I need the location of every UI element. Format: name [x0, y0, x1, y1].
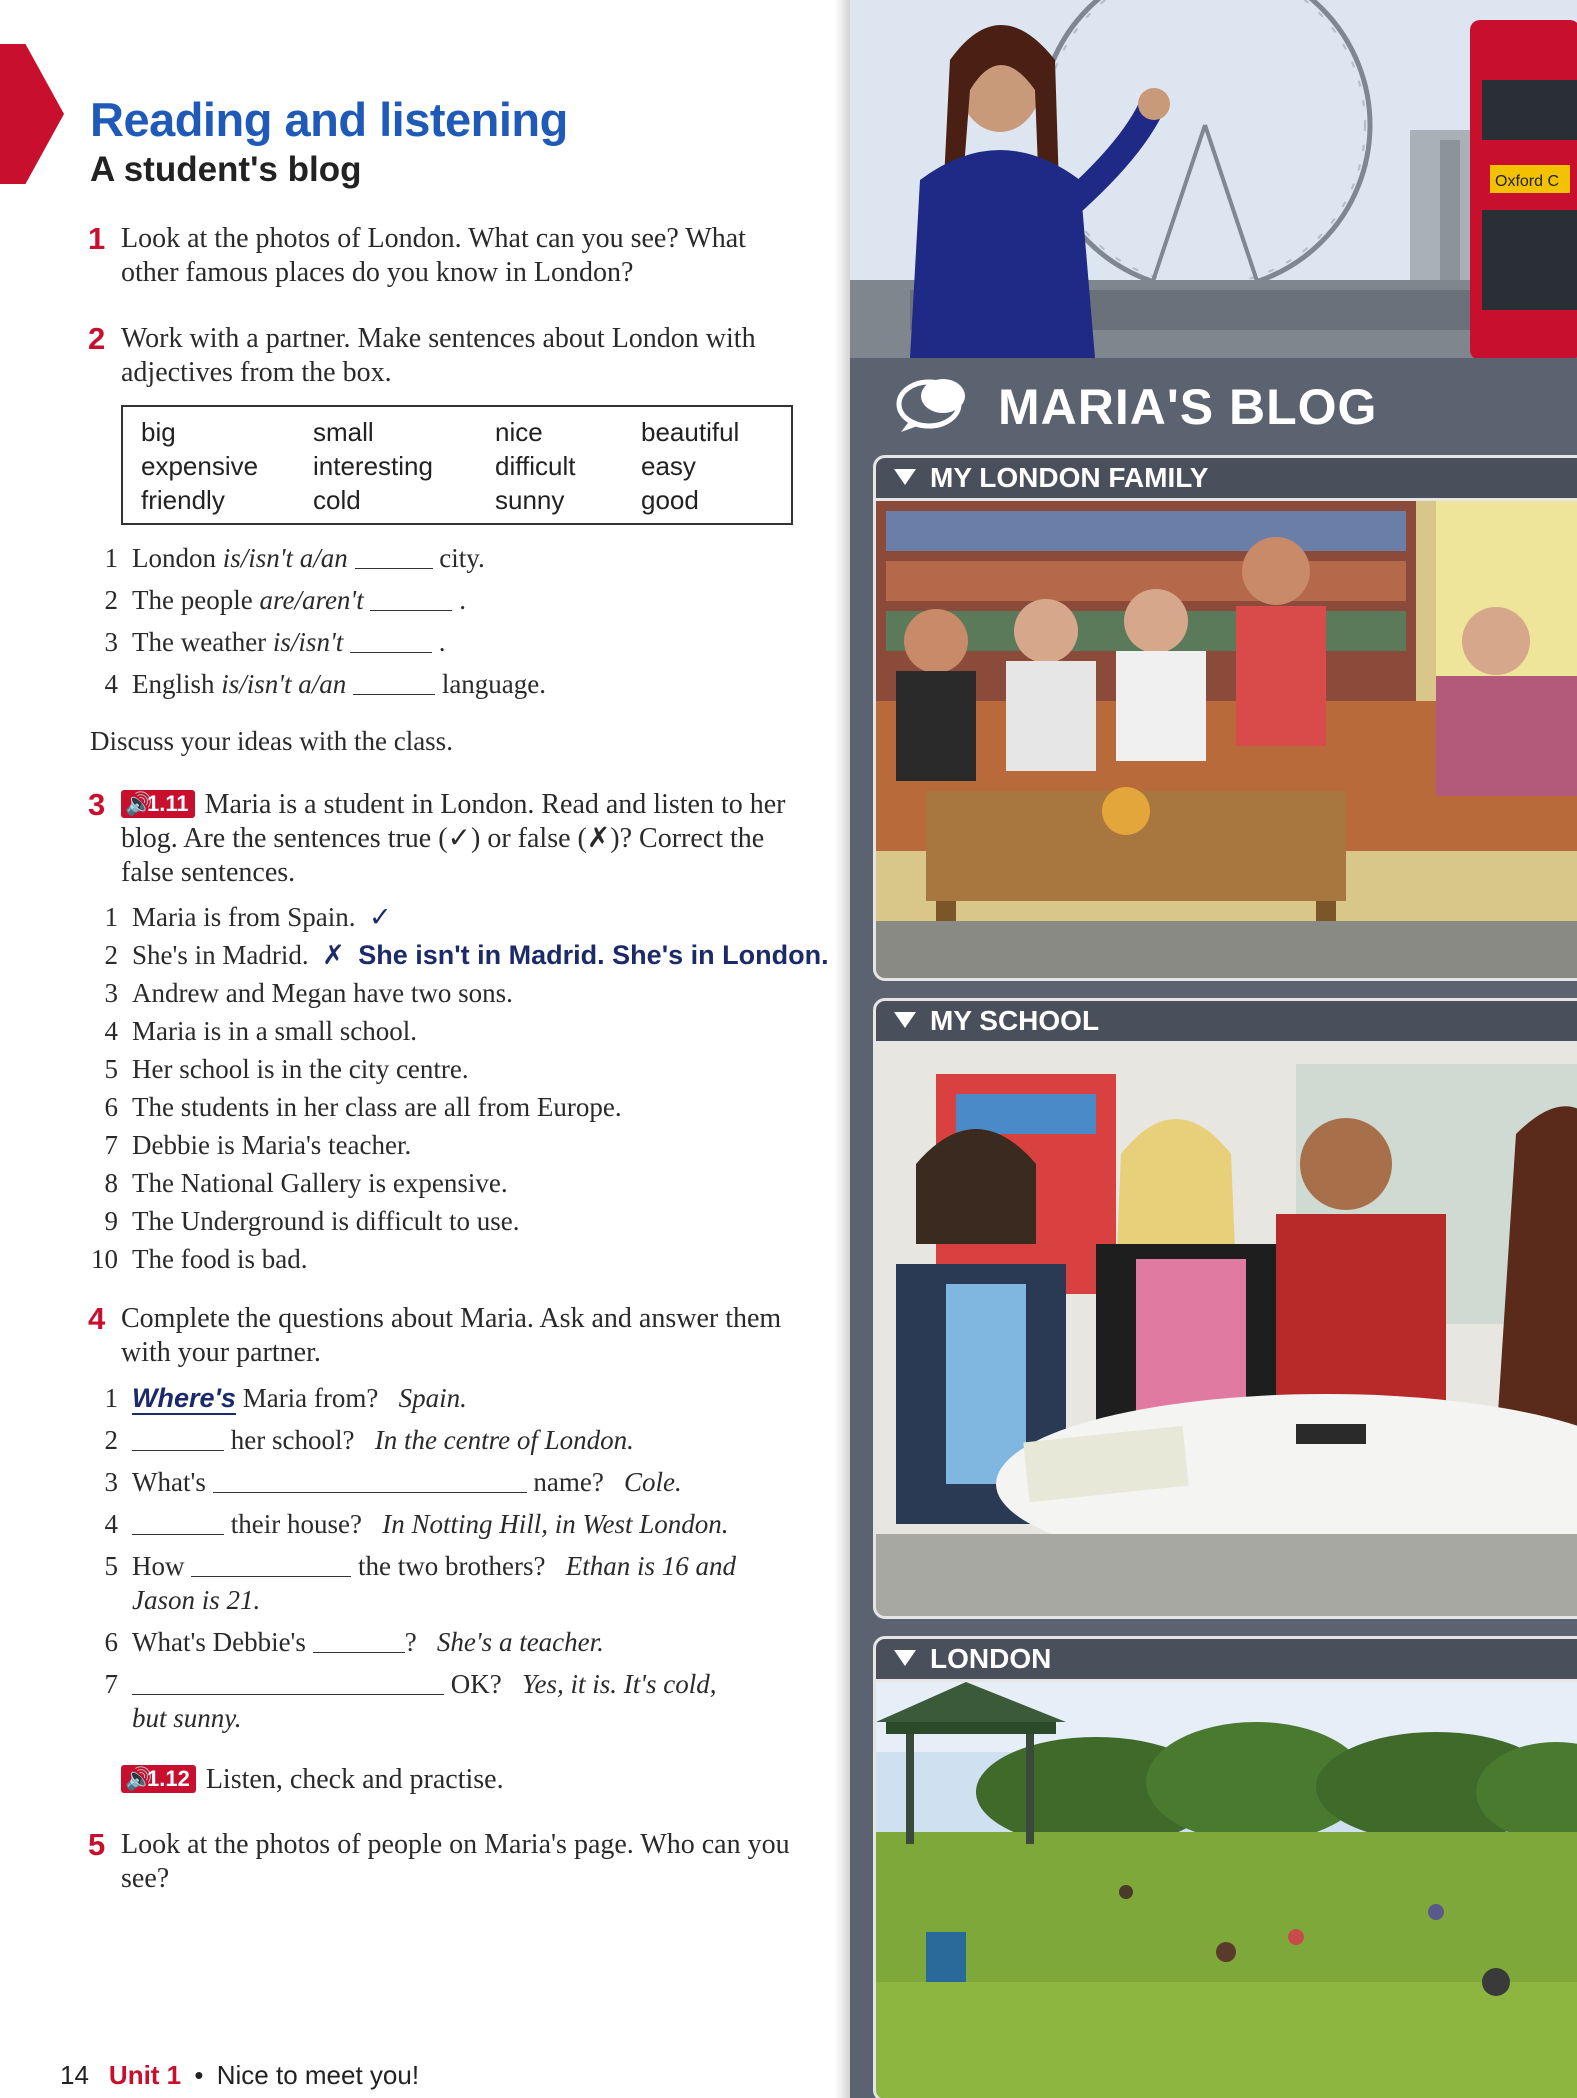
- tick-mark: ✓: [368, 902, 392, 932]
- exercise-number: 3: [88, 787, 106, 822]
- blog-title: MARIA'S BLOG: [998, 379, 1378, 435]
- list-item: 9 The Underground is difficult to use.: [104, 1206, 520, 1236]
- list-item-continuation: but sunny.: [132, 1703, 242, 1733]
- unit-label: Unit 1: [108, 2060, 182, 2090]
- exercise-2: [90, 322, 810, 390]
- list-item: 1 Where's Maria from? Spain.: [104, 1383, 467, 1413]
- speech-bubble-icon: [893, 374, 973, 434]
- maria-blog-page: [850, 0, 1577, 2098]
- list-item: 4 English is/isn't a/an language.: [104, 669, 547, 699]
- list-item: 2 She's in Madrid. ✗ She isn't in Madrid. She's in London.: [104, 940, 829, 970]
- collapse-triangle-icon: [894, 1650, 916, 1666]
- unit-title: Nice to meet you!: [216, 2060, 420, 2090]
- panel-header[interactable]: LONDON: [876, 1639, 1577, 1682]
- list-item: 4 their house? In Notting Hill, in West London.: [104, 1509, 729, 1539]
- exercise-instruction: Maria is a student in London. Read and listen to her blog. Are the sentences true (✓) or false (✗)? Correct the false sentences.: [121, 789, 786, 888]
- exercise-instruction: Work with a partner. Make sentences about London with adjectives from the box.: [121, 323, 756, 388]
- adjective-box: [121, 405, 793, 525]
- exercise-number: 2: [88, 321, 106, 356]
- list-item: 2 her school? In the centre of London.: [104, 1425, 634, 1455]
- example-answer: She isn't in Madrid. She's in London.: [358, 940, 829, 970]
- exercise-number: 4: [88, 1301, 106, 1336]
- family-living-room-photo: [876, 501, 1577, 978]
- london-eye-photo: [850, 0, 1577, 358]
- page-footer: 14 Unit 1 • Nice to meet you!: [60, 2060, 420, 2090]
- adjective: friendly: [141, 485, 225, 515]
- cross-mark: ✗: [322, 940, 345, 970]
- list-item: 4 Maria is in a small school.: [104, 1016, 417, 1046]
- answer-blank[interactable]: [353, 672, 435, 695]
- adjective: small: [313, 417, 374, 447]
- list-item: 7 Debbie is Maria's teacher.: [104, 1130, 412, 1160]
- panel-header[interactable]: MY SCHOOL: [876, 1001, 1577, 1044]
- list-item: 3 Andrew and Megan have two sons.: [104, 978, 513, 1008]
- answer-blank[interactable]: [132, 1672, 444, 1695]
- page-number: 14: [60, 2060, 89, 2090]
- exercise-number: 5: [88, 1827, 106, 1862]
- answer-blank[interactable]: [191, 1554, 351, 1577]
- audio-track-button[interactable]: 🔊1.11: [121, 790, 195, 818]
- speaker-icon: 🔊: [125, 1766, 153, 1791]
- exercise-instruction: Complete the questions about Maria. Ask and answer them with your partner.: [121, 1303, 782, 1368]
- adjective: sunny: [495, 485, 565, 515]
- section-title: Reading and listening: [90, 93, 568, 146]
- blog-header: [868, 372, 1568, 442]
- blog-panel-london: [873, 1636, 1577, 2098]
- exercise-instruction: Look at the photos of London. What can you see? What other famous places do you know in London?: [121, 223, 746, 288]
- answer-blank[interactable]: [313, 1630, 405, 1653]
- adjective: big: [141, 417, 176, 447]
- section-subtitle: A student's blog: [90, 150, 362, 189]
- list-item: 8 The National Gallery is expensive.: [104, 1168, 508, 1198]
- adjective: interesting: [313, 451, 433, 481]
- answer-blank[interactable]: [132, 1512, 224, 1535]
- school-classroom-photo: [876, 1044, 1577, 1616]
- speaker-icon: 🔊: [125, 791, 153, 816]
- list-item: 2 The people are/aren't .: [104, 585, 466, 615]
- bus-sign: Oxford C: [1495, 173, 1560, 190]
- blog-panel-school: [873, 998, 1577, 1619]
- adjective: easy: [641, 451, 696, 481]
- exercise-number: 1: [88, 221, 106, 256]
- blog-panel-family: [873, 455, 1577, 981]
- list-item: 10 The food is bad.: [91, 1244, 308, 1274]
- hero-illustration: [850, 0, 1577, 358]
- adjective: difficult: [495, 451, 576, 481]
- list-item: 5 Her school is in the city centre.: [104, 1054, 469, 1084]
- adjective: good: [641, 485, 699, 515]
- exercise-1: [90, 222, 810, 290]
- answer-blank[interactable]: [213, 1470, 527, 1493]
- london-park-photo: [876, 1682, 1577, 2098]
- list-item-continuation: Jason is 21.: [132, 1585, 261, 1615]
- collapse-triangle-icon: [894, 1012, 916, 1028]
- answer-blank[interactable]: [132, 1428, 224, 1451]
- collapse-triangle-icon: [894, 469, 916, 485]
- example-answer: Where's: [132, 1383, 236, 1413]
- exercise-3: [90, 788, 810, 890]
- list-item: 5 How the two brothers? Ethan is 16 and: [104, 1551, 736, 1581]
- section-arrow-tab: [0, 44, 64, 184]
- list-item: 6 What's Debbie's ? She's a teacher.: [104, 1627, 604, 1657]
- list-item: 1 Maria is from Spain. ✓: [104, 902, 392, 932]
- panel-header[interactable]: MY LONDON FAMILY: [876, 458, 1577, 501]
- list-item: 3 What's name? Cole.: [104, 1467, 682, 1497]
- list-item: 7 OK? Yes, it is. It's cold,: [104, 1669, 717, 1699]
- adjective: expensive: [141, 451, 259, 481]
- adjective: nice: [495, 417, 543, 447]
- list-item: 6 The students in her class are all from Europe.: [104, 1092, 622, 1122]
- audio-track-button[interactable]: 🔊1.12: [121, 1765, 196, 1793]
- answer-blank[interactable]: [370, 588, 452, 611]
- listen-check-practise: 🔊1.12 Listen, check and practise.: [90, 1763, 810, 1797]
- list-item: 3 The weather is/isn't .: [104, 627, 446, 657]
- answer-blank[interactable]: [355, 546, 433, 569]
- answer-blank[interactable]: [350, 630, 432, 653]
- exercise-instruction: Look at the photos of people on Maria's page. Who can you see?: [121, 1829, 790, 1894]
- list-item: 1 London is/isn't a/an city.: [104, 543, 485, 573]
- exercise-5: [90, 1828, 810, 1896]
- adjective: cold: [313, 485, 361, 515]
- discuss-note: Discuss your ideas with the class.: [90, 726, 453, 756]
- exercise-4: [90, 1302, 810, 1370]
- adjective: beautiful: [641, 417, 740, 447]
